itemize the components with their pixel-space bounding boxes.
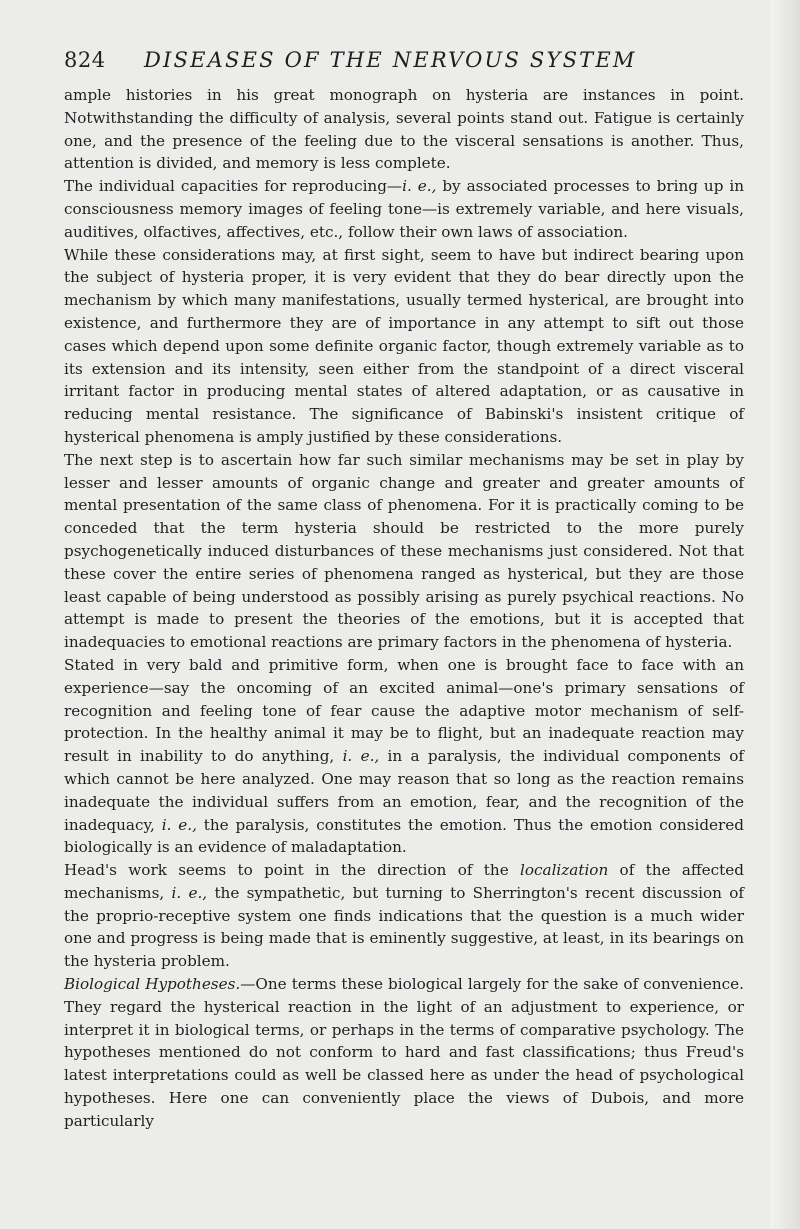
paragraph-4-text: The next step is to ascertain how far such similar mechanisms may be set in play by lesser and lesser amounts of organic change and greater and greater amounts of mental presentation of the same class of phenomena. For it is practically coming to be conceded that the term hysteria should be restricted to the more purely psychogenetically induced disturbances of these mechanisms just considered. Not that these cover the entire series of phenomena ranged as hysterical, but they are those least capable of being understood as possibly arising as purely psychical reactions. No attempt is made to present the theories of the emotions, but it is accepted that inadequacies to emotional reactions are primary factors in the phenomena of hysteria. — [64, 450, 744, 652]
paragraph-2-italic: i. e., — [402, 177, 437, 196]
paragraph-5 — [64, 654, 744, 859]
paragraph-6-italic-2: i. e., — [171, 883, 208, 902]
paragraph-6-middle: of the affected mechanisms, — [64, 861, 744, 902]
paragraph-2-before: The individual capacities for reproducing— — [64, 177, 403, 196]
page-number: 824 — [64, 48, 106, 72]
paragraph-6-italic-1: localization — [520, 861, 609, 880]
paragraph-5-italic-2: i. e., — [161, 815, 197, 834]
paragraph-5-middle: in a paralysis, the individual components of which cannot be here analyzed. One may reason that so long as the reaction remains inadequate the individual suffers from an emotion, fear, and the recognition of the inadequacy, — [64, 747, 744, 834]
page-edge-shadow — [770, 0, 800, 1229]
paragraph-6-before: Head's work seems to point in the direction of the — [64, 861, 521, 880]
page-header — [64, 48, 744, 76]
paragraph-2-after: by associated processes to bring up in consciousness memory images of feeling tone—is extremely variable, and here visuals, auditives, olfactives, affectives, etc., follow their own laws of association. — [64, 177, 744, 241]
running-head: DISEASES OF THE NERVOUS SYSTEM — [144, 48, 637, 72]
paragraph-2 — [64, 175, 744, 243]
paragraph-5-after: the paralysis, constitutes the emotion. Thus the emotion considered biologically is an evidence of maladaptation. — [64, 815, 745, 857]
paragraph-5-italic-1: i. e., — [342, 747, 380, 766]
paragraph-7-after: —One terms these biological largely for the sake of convenience. They regard the hysterical reaction in the light of an adjustment to experience, or interpret it in biological terms, or perhaps in the terms of comparative psychology. The hypotheses mentioned do not conform to hard and fast classifications; thus Freud's latest interpretations could as well be classed here as under the head of psychological hypotheses. Here one can conveniently place the views of Dubois, and more particularly — [64, 975, 744, 1130]
paragraph-6-after: the sympathetic, but turning to Sherrington's recent discussion of the proprio-receptive system one finds indications that the question is a much wider one and progress is being made that is eminently suggestive, at least, in its bearings on the hysteria problem. — [64, 883, 745, 971]
section-heading-biological-hypotheses: Biological Hypotheses. — [64, 975, 241, 994]
paragraph-6 — [64, 859, 744, 973]
paragraph-5-before: Stated in very bald and primitive form, when one is brought face to face with an experience—say the oncoming of an excited animal—one's primary sensations of recognition and feeling tone of fear cause the adaptive motor mechanism of self-protection. In the healthy animal it may be to flight, but an inadequate reaction may result in inability to do anything, — [64, 655, 744, 766]
paragraph-4 — [64, 449, 744, 654]
paragraph-3 — [64, 244, 744, 449]
paragraph-3-text: While these considerations may, at first sight, seem to have but indirect bearing upon the subject of hysteria proper, it is very evident that they do bear directly upon the mechanism by which many manifestations, usually termed hysterical, are brought into existence, and furthermore they are of importance in any attempt to sift out those cases which depend upon some definite organic factor, though extremely variable as to its extension and its intensity, seen either from the standpoint of a direct visceral irritant factor in producing mental states of altered adaptation, or as causative in reducing mental resistance. The significance of Babinski's insistent critique of hysterical phenomena is amply justified by these considerations. — [64, 245, 744, 446]
paragraph-7 — [64, 973, 744, 1133]
paragraph-1-text: ample histories in his great monograph on hysteria are instances in point. Notwithstanding the difficulty of analysis, several points stand out. Fatigue is certainly one, and the presence of the feeling due to the visceral sensations is another. Thus, attention is divided, and memory is less complete. — [64, 86, 744, 173]
paragraph-1 — [64, 84, 744, 175]
body-text — [64, 84, 744, 1133]
